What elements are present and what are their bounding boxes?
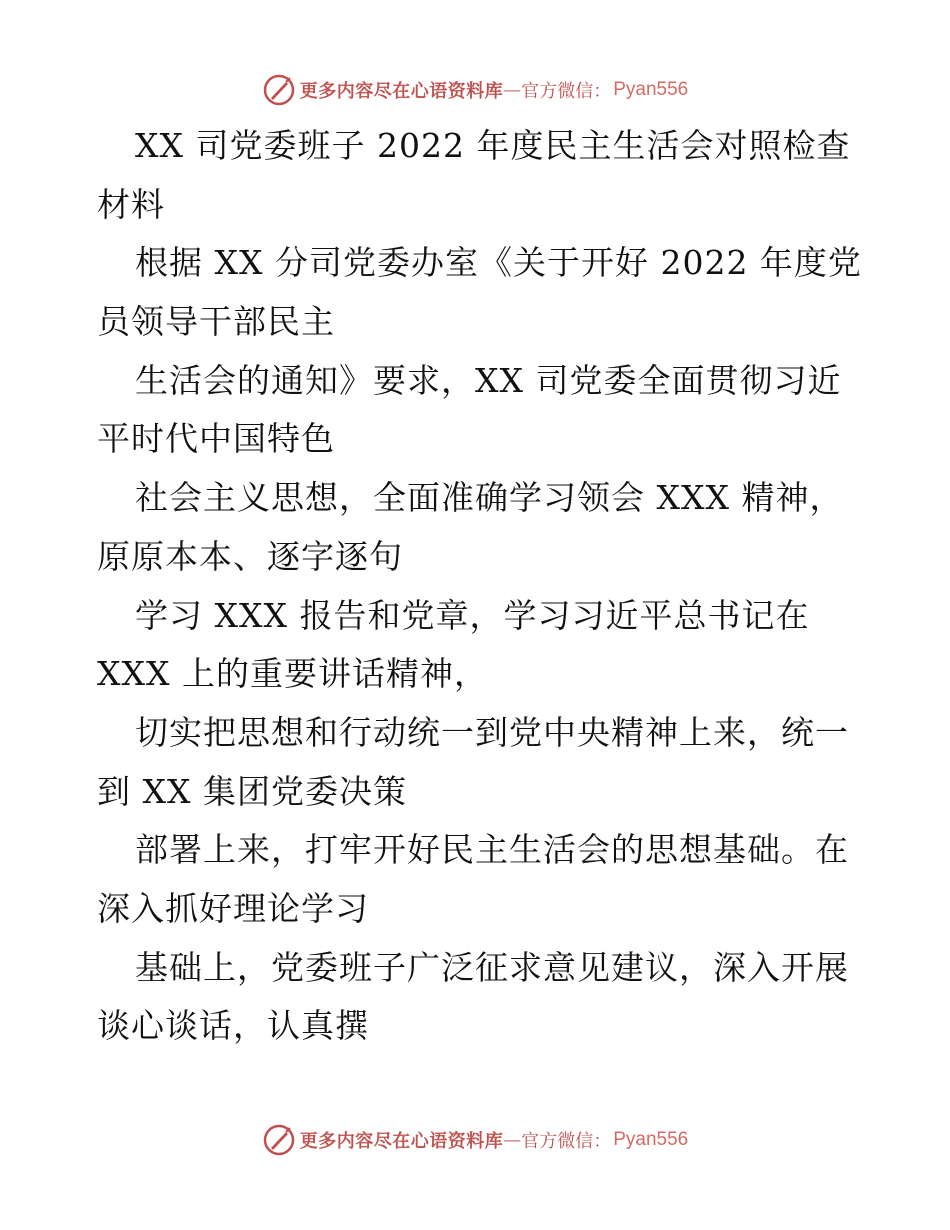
- paragraph-line: XXX 上的重要讲话精神，: [97, 654, 488, 694]
- paragraph-line: 生活会的通知》要求，XX 司党委全面贯彻习近: [135, 360, 842, 400]
- quill-pen-logo-icon: [262, 73, 296, 107]
- paragraph-line: 根据 XX 分司党委办室《关于开好 2022 年度党: [135, 243, 862, 283]
- watermark-wechat-id: Pyan556: [613, 79, 689, 100]
- paragraph-line: 深入抓好理论学习: [97, 888, 369, 928]
- watermark-official-label: 官方微信：: [521, 81, 612, 102]
- document-title-line-2: 材料: [97, 184, 165, 224]
- watermark-wechat-id: Pyan556: [613, 1129, 689, 1150]
- document-body: [97, 117, 862, 1056]
- paragraph-line: 原原本本、逐字逐句: [97, 536, 403, 576]
- quill-pen-logo-icon: [262, 1123, 296, 1157]
- paragraph-line: 社会主义思想，全面准确学习领会 XXX 精神，: [135, 478, 844, 518]
- watermark-brand-text: 更多内容尽在心语资料库: [299, 1131, 504, 1152]
- paragraph-line: 平时代中国特色: [97, 419, 335, 459]
- paragraph-line: 部署上来，打牢开好民主生活会的思想基础。在: [135, 830, 849, 870]
- watermark-brand-text: 更多内容尽在心语资料库: [299, 81, 504, 102]
- watermark-official-label: 官方微信：: [521, 1131, 612, 1152]
- footer-watermark: [0, 1120, 950, 1160]
- paragraph-line: 学习 XXX 报告和党章，学习习近平总书记在: [135, 595, 810, 635]
- paragraph-line: 切实把思想和行动统一到党中央精神上来，统一: [135, 712, 849, 752]
- paragraph-line: 到 XX 集团党委决策: [97, 771, 407, 811]
- paragraph-line: 谈心谈话，认真撰: [97, 1006, 369, 1046]
- paragraph-line: 基础上，党委班子广泛征求意见建议，深入开展: [135, 947, 849, 987]
- watermark-dash: —: [503, 79, 522, 101]
- paragraph-line: 员领导干部民主: [97, 302, 335, 342]
- document-title-line-1: XX 司党委班子 2022 年度民主生活会对照检查: [135, 126, 851, 165]
- watermark-dash: —: [503, 1129, 522, 1151]
- header-watermark: [0, 70, 950, 110]
